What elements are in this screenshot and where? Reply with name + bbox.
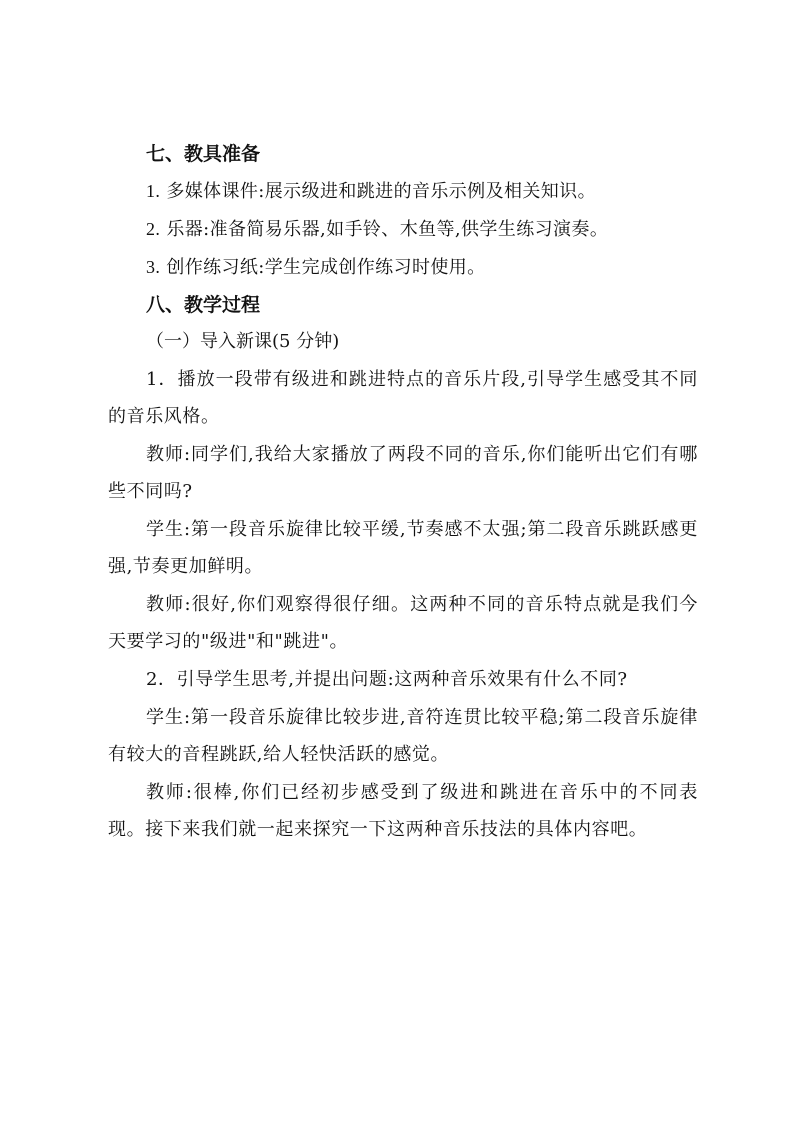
list-item bbox=[108, 211, 698, 248]
item-number: 3. bbox=[146, 257, 161, 277]
paragraph: 学生:第一段音乐旋律比较平缓,节奏感不太强;第二段音乐跳跃感更强,节奏更加鲜明。 bbox=[108, 519, 698, 577]
paragraph: 2．引导学生思考,并提出问题:这两种音乐效果有什么不同? bbox=[146, 669, 628, 690]
paragraph: 教师:同学们,我给大家播放了两段不同的音乐,你们能听出它们有哪些不同吗? bbox=[108, 444, 698, 502]
paragraph: 教师:很好,你们观察得很仔细。这两种不同的音乐特点就是我们今天要学习的"级进"和"跳进"。 bbox=[108, 594, 698, 652]
list-item bbox=[108, 249, 698, 286]
paragraph: 学生:第一段音乐旋律比较步进,音符连贯比较平稳;第二段音乐旋律有较大的音程跳跃,给人轻快活跃的感觉。 bbox=[108, 707, 698, 765]
item-text: 创作练习纸:学生完成创作练习时使用。 bbox=[166, 257, 486, 278]
list-item bbox=[108, 173, 698, 210]
section-heading-teaching-process: 八、教学过程 bbox=[146, 294, 261, 316]
subsection-heading-intro: （一）导入新课(5 分钟) bbox=[146, 331, 340, 352]
paragraph: 1．播放一段带有级进和跳进特点的音乐片段,引导学生感受其不同的音乐风格。 bbox=[108, 369, 698, 427]
item-text: 乐器:准备简易乐器,如手铃、木鱼等,供学生练习演奏。 bbox=[166, 219, 609, 240]
section-heading-teaching-aids: 七、教具准备 bbox=[146, 143, 261, 165]
item-number: 2. bbox=[146, 219, 161, 239]
item-number: 1. bbox=[146, 181, 161, 201]
paragraph: 教师:很棒,你们已经初步感受到了级进和跳进在音乐中的不同表现。接下来我们就一起来探究一下这两种音乐技法的具体内容吧。 bbox=[108, 782, 698, 840]
item-text: 多媒体课件:展示级进和跳进的音乐示例及相关知识。 bbox=[166, 181, 596, 202]
document-page bbox=[108, 136, 698, 848]
